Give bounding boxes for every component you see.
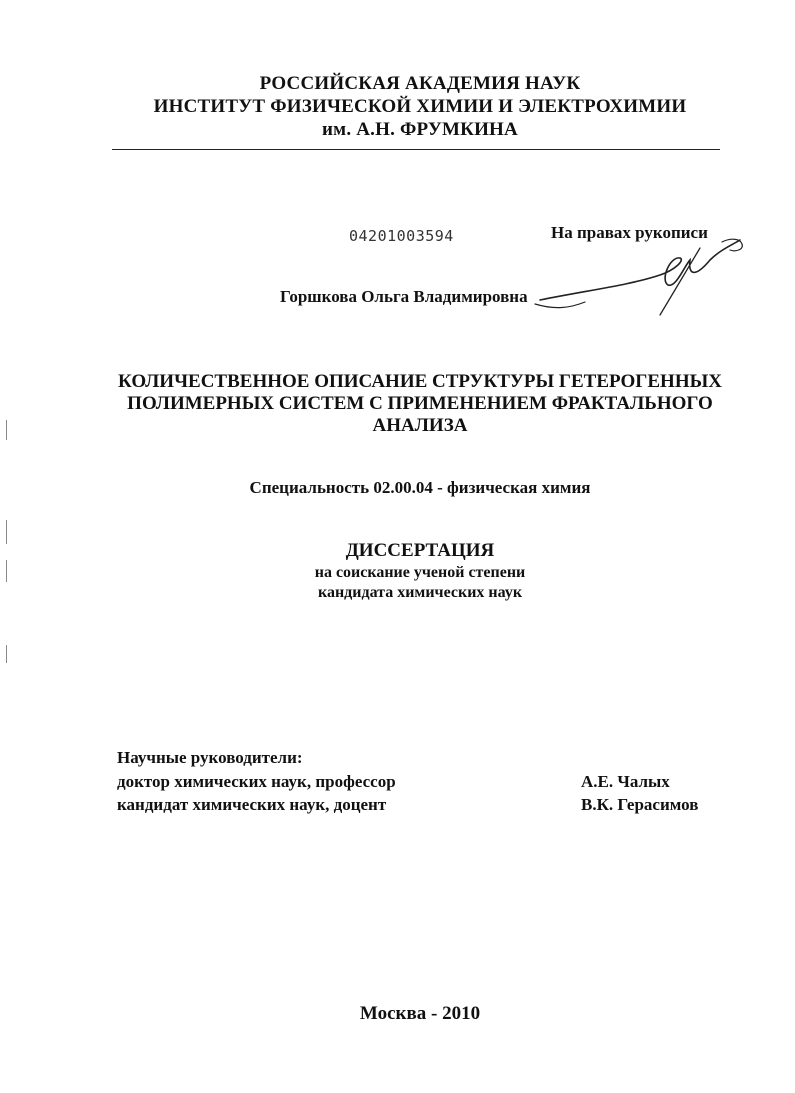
- scan-artifact: [6, 520, 7, 544]
- institution-header: [100, 72, 740, 141]
- institution-line-3: им. А.Н. ФРУМКИНА: [322, 119, 518, 140]
- title-line-3: АНАЛИЗА: [372, 415, 468, 436]
- scan-artifact: [6, 420, 7, 440]
- catalog-number: 04201003594: [349, 227, 454, 245]
- rights-note: На правах рукописи: [551, 223, 708, 242]
- specialty: Специальность 02.00.04 - физическая химия: [249, 478, 591, 497]
- signature-icon: [510, 230, 750, 330]
- scan-artifact: [6, 645, 7, 663]
- institution-line-1: РОССИЙСКАЯ АКАДЕМИЯ НАУК: [259, 73, 581, 94]
- degree-line-1: на соискание ученой степени: [314, 564, 526, 581]
- dissertation-title: [100, 371, 740, 437]
- author-name: Горшкова Ольга Владимировна: [280, 287, 528, 306]
- header-divider: [112, 149, 720, 150]
- degree-line-2: кандидата химических наук: [317, 584, 523, 601]
- advisor-name-2: В.К. Герасимов: [581, 795, 699, 814]
- scan-artifact: [6, 560, 7, 582]
- institution-line-2: ИНСТИТУТ ФИЗИЧЕСКОЙ ХИМИИ И ЭЛЕКТРОХИМИИ: [153, 96, 687, 117]
- advisor-role-1: доктор химических наук, профессор: [117, 772, 396, 791]
- title-line-1: КОЛИЧЕСТВЕННОЕ ОПИСАНИЕ СТРУКТУРЫ ГЕТЕРОГЕННЫХ: [118, 371, 722, 392]
- dissertation-heading: ДИССЕРТАЦИЯ: [345, 540, 495, 561]
- advisors-heading: Научные руководители:: [117, 748, 303, 767]
- city-year: Москва - 2010: [359, 1003, 481, 1024]
- advisor-name-1: А.Е. Чалых: [581, 772, 670, 791]
- title-line-2: ПОЛИМЕРНЫХ СИСТЕМ С ПРИМЕНЕНИЕМ ФРАКТАЛЬНОГО: [127, 393, 713, 414]
- advisor-role-2: кандидат химических наук, доцент: [117, 795, 387, 814]
